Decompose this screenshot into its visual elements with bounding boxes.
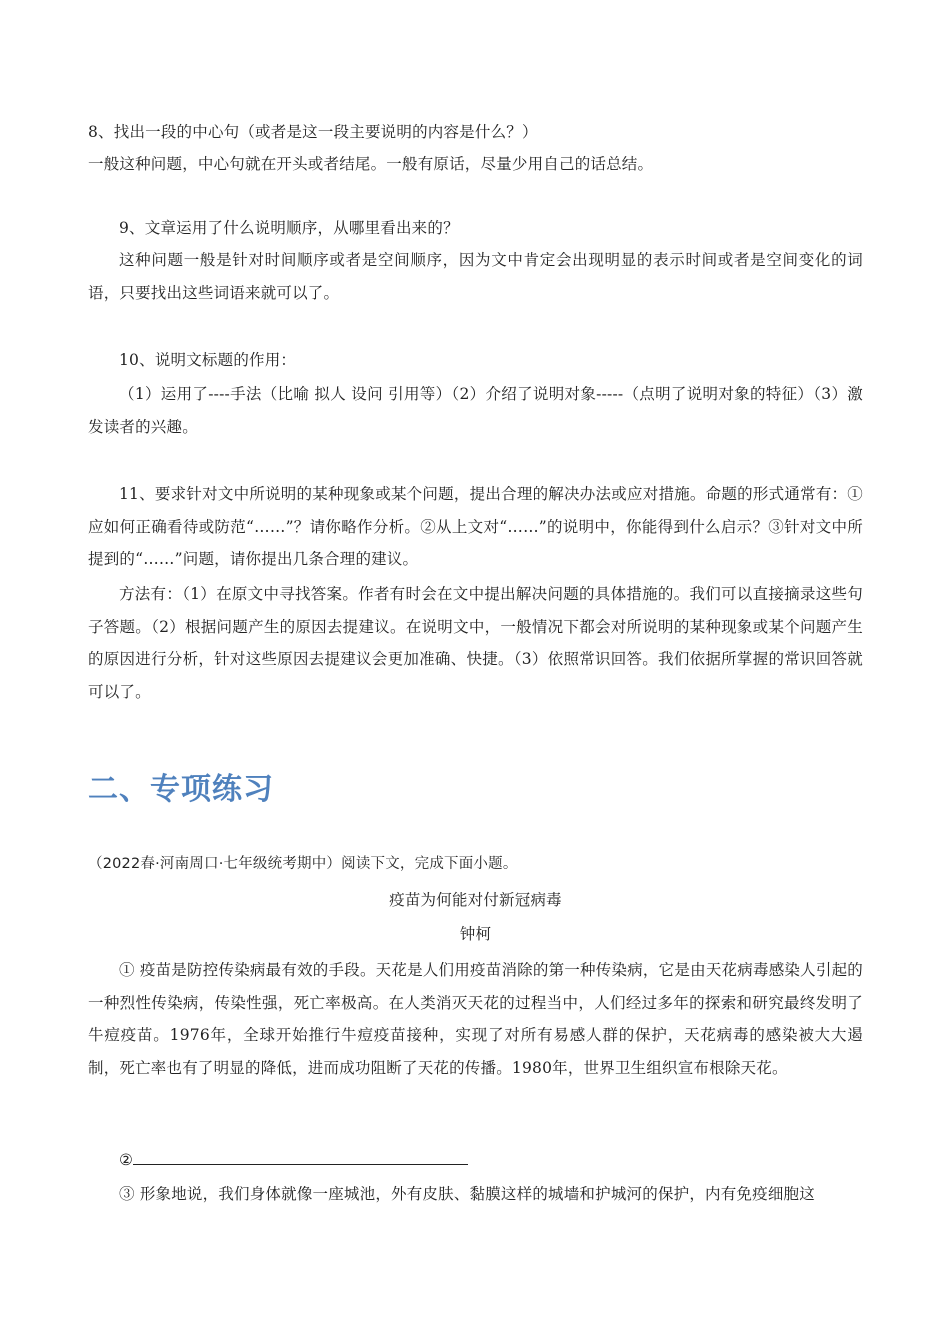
question-10-answer: （1）运用了----手法（比喻 拟人 设问 引用等）（2）介绍了说明对象-----（点明了说明对象的特征）（3）激发读者的兴趣。 xyxy=(88,385,863,436)
article-paragraph-2 xyxy=(88,1144,863,1177)
fill-in-blank-line xyxy=(133,1146,468,1165)
question-10-title: 10、说明文标题的作用： xyxy=(119,351,297,369)
article-author: 钟柯 xyxy=(459,925,492,943)
exercise-source: （2022春·河南周口·七年级统考期中）阅读下文，完成下面小题。 xyxy=(88,856,518,872)
article-paragraph-1: ① 疫苗是防控传染病最有效的手段。天花是人们用疫苗消除的第一种传染病，它是由天花病毒感染人引起的一种烈性传染病，传染性强，死亡率极高。在人类消灭天花的过程当中，人们经过多年的探索和研究最终发明了牛痘疫苗。1976年，全球开始推行牛痘疫苗接种，实现了对所有易感人群的保护，天花病毒的感染被大大遏制，死亡率也有了明显的降低，进而成功阻断了天花的传播。1980年，世界卫生组织宣布根除天花。 xyxy=(88,961,863,1077)
article-title: 疫苗为何能对付新冠病毒 xyxy=(389,891,562,909)
question-11-title: 11、要求针对文中所说明的某种现象或某个问题，提出合理的解决办法或应对措施。命题的形式通常有：①应如何正确看待或防范“……”？请你略作分析。②从上文对“……”的说明中，你能得到什么启示？③针对文中所提到的“……”问题，请你提出几条合理的建议。 xyxy=(88,485,863,568)
section-heading: 二、专项练习 xyxy=(88,772,274,807)
article-paragraph-3: ③ 形象地说，我们身体就像一座城池，外有皮肤、黏膜这样的城墙和护城河的保护，内有免疫细胞这 xyxy=(119,1185,815,1203)
question-9-title: 9、文章运用了什么说明顺序，从哪里看出来的？ xyxy=(119,219,459,237)
question-8-title: 8、找出一段的中心句（或者是这一段主要说明的内容是什么？） xyxy=(88,123,538,141)
question-11-method: 方法有：（1）在原文中寻找答案。作者有时会在文中提出解决问题的具体措施的。我们可以直接摘录这些句子答题。（2）根据问题产生的原因去提建议。在说明文中，一般情况下都会对所说明的某种现象或某个问题产生的原因进行分析，针对这些原因去提建议会更加准确、快捷。（3）依照常识回答。我们依据所掌握的常识回答就可以了。 xyxy=(88,585,863,701)
question-8-answer: 一般这种问题，中心句就在开头或者结尾。一般有原话，尽量少用自己的话总结。 xyxy=(88,155,654,173)
question-9-answer: 这种问题一般是针对时间顺序或者是空间顺序，因为文中肯定会出现明显的表示时间或者是空间变化的词语，只要找出这些词语来就可以了。 xyxy=(88,251,863,302)
paragraph-2-marker: ② xyxy=(119,1151,134,1169)
